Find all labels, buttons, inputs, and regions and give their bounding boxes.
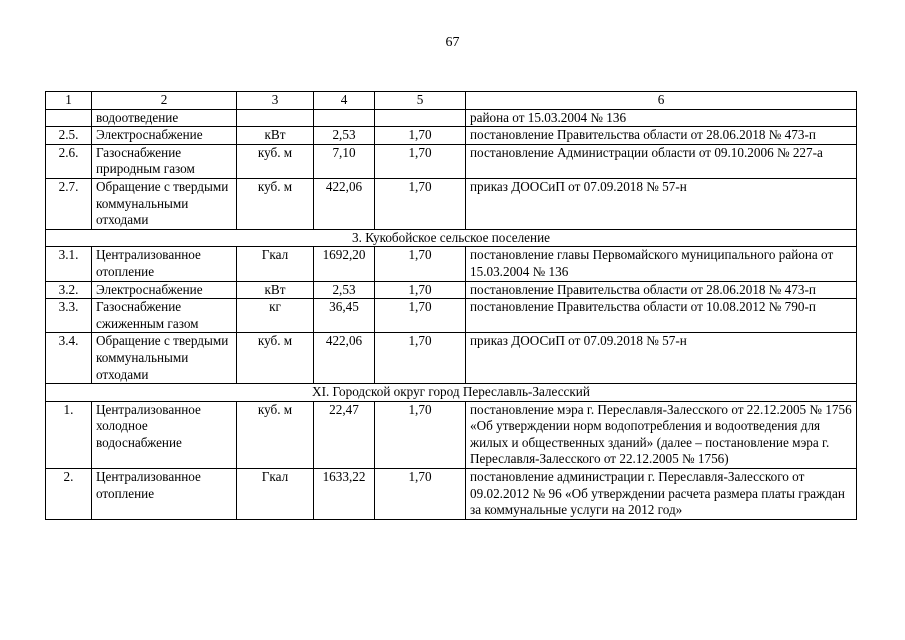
legal-basis: района от 15.03.2004 № 136 — [466, 109, 857, 127]
page-number: 67 — [445, 35, 460, 50]
unit: Гкал — [237, 469, 314, 520]
section-title: 3. Кукобойское сельское поселение — [46, 229, 857, 247]
header-cell: 3 — [237, 92, 314, 110]
legal-basis: постановление главы Первомайского муниципального района от 15.03.2004 № 136 — [466, 247, 857, 281]
table-row — [46, 299, 857, 333]
row-number — [46, 109, 92, 127]
row-number: 1. — [46, 401, 92, 468]
norm-value: 7,10 — [314, 144, 375, 178]
norm-value: 22,47 — [314, 401, 375, 468]
service-name: Обращение с твердыми коммунальными отходами — [92, 178, 237, 229]
norm-value: 422,06 — [314, 178, 375, 229]
legal-basis: постановление администрации г. Переславля-Залесского от 09.02.2012 № 96 «Об утверждении расчета размера платы граждан за коммунальные услуги на 2012 год» — [466, 469, 857, 520]
legal-basis: приказ ДООСиП от 07.09.2018 № 57-н — [466, 178, 857, 229]
table-row — [46, 281, 857, 299]
table-row — [46, 178, 857, 229]
coefficient: 1,70 — [375, 401, 466, 468]
table-row — [46, 144, 857, 178]
unit: кг — [237, 299, 314, 333]
row-number: 2. — [46, 469, 92, 520]
unit: Гкал — [237, 247, 314, 281]
norm-value — [314, 109, 375, 127]
coefficient: 1,70 — [375, 299, 466, 333]
row-number: 3.2. — [46, 281, 92, 299]
norm-value: 422,06 — [314, 333, 375, 384]
legal-basis: постановление Администрации области от 09.10.2006 № 227-а — [466, 144, 857, 178]
unit: куб. м — [237, 144, 314, 178]
service-name: водоотведение — [92, 109, 237, 127]
table-row — [46, 401, 857, 468]
coefficient: 1,70 — [375, 333, 466, 384]
header-row — [46, 92, 857, 110]
table-row — [46, 109, 857, 127]
unit — [237, 109, 314, 127]
coefficient: 1,70 — [375, 127, 466, 145]
unit: кВт — [237, 127, 314, 145]
header-cell: 6 — [466, 92, 857, 110]
service-name: Централизованное отопление — [92, 469, 237, 520]
header-cell: 2 — [92, 92, 237, 110]
table-row — [46, 469, 857, 520]
norm-value: 36,45 — [314, 299, 375, 333]
norm-value: 1692,20 — [314, 247, 375, 281]
row-number: 2.6. — [46, 144, 92, 178]
unit: кВт — [237, 281, 314, 299]
service-name: Электроснабжение — [92, 281, 237, 299]
unit: куб. м — [237, 401, 314, 468]
section-row — [46, 229, 857, 247]
service-name: Обращение с твердыми коммунальными отходами — [92, 333, 237, 384]
service-name: Электроснабжение — [92, 127, 237, 145]
header-cell: 5 — [375, 92, 466, 110]
coefficient — [375, 109, 466, 127]
coefficient: 1,70 — [375, 144, 466, 178]
row-number: 2.5. — [46, 127, 92, 145]
legal-basis: приказ ДООСиП от 07.09.2018 № 57-н — [466, 333, 857, 384]
header-cell: 1 — [46, 92, 92, 110]
row-number: 3.3. — [46, 299, 92, 333]
service-name: Газоснабжение природным газом — [92, 144, 237, 178]
table-row — [46, 127, 857, 145]
section-row — [46, 384, 857, 402]
section-title: XI. Городской округ город Переславль-Залесский — [46, 384, 857, 402]
coefficient: 1,70 — [375, 178, 466, 229]
tariff-table — [45, 91, 857, 520]
norm-value: 2,53 — [314, 127, 375, 145]
norm-value: 2,53 — [314, 281, 375, 299]
service-name: Централизованное отопление — [92, 247, 237, 281]
header-cell: 4 — [314, 92, 375, 110]
unit: куб. м — [237, 333, 314, 384]
row-number: 3.4. — [46, 333, 92, 384]
norm-value: 1633,22 — [314, 469, 375, 520]
legal-basis: постановление мэра г. Переславля-Залесского от 22.12.2005 № 1756 «Об утверждении норм водопотребления и водоотведения для жилых и общественных зданий» (далее – постановление мэра г. Переславля-Залесского от 22.12.2005 № 1756) — [466, 401, 857, 468]
row-number: 3.1. — [46, 247, 92, 281]
coefficient: 1,70 — [375, 469, 466, 520]
service-name: Централизованное холодное водоснабжение — [92, 401, 237, 468]
coefficient: 1,70 — [375, 247, 466, 281]
legal-basis: постановление Правительства области от 10.08.2012 № 790-п — [466, 299, 857, 333]
table-row — [46, 247, 857, 281]
table-row — [46, 333, 857, 384]
legal-basis: постановление Правительства области от 28.06.2018 № 473-п — [466, 127, 857, 145]
unit: куб. м — [237, 178, 314, 229]
coefficient: 1,70 — [375, 281, 466, 299]
legal-basis: постановление Правительства области от 28.06.2018 № 473-п — [466, 281, 857, 299]
row-number: 2.7. — [46, 178, 92, 229]
service-name: Газоснабжение сжиженным газом — [92, 299, 237, 333]
